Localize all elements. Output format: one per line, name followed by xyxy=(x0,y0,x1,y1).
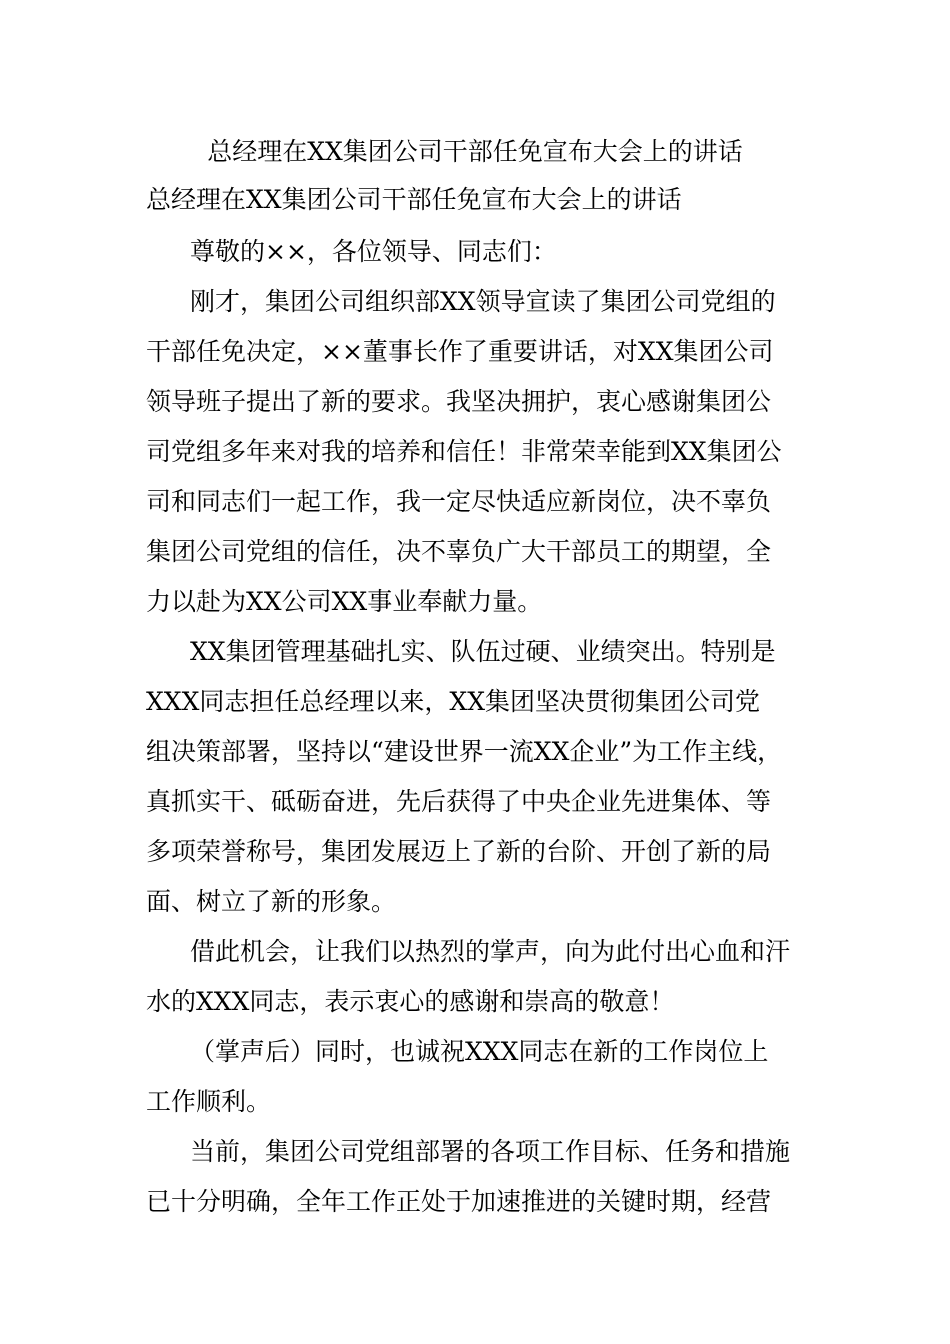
document-title-repeated: 总经理在XX集团公司干部任免宣布大会上的讲话 xyxy=(146,185,682,214)
body-paragraph xyxy=(146,277,806,627)
text-line: 刚才，集团公司组织部XX领导宣读了集团公司党组的 xyxy=(190,287,776,316)
text-line: 已十分明确，全年工作正处于加速推进的关键时期，经营 xyxy=(146,1187,772,1216)
body-paragraph xyxy=(146,1127,806,1227)
salutation-paragraph xyxy=(146,227,806,277)
text-line: （掌声后）同时，也诚祝XXX同志在新的工作岗位上 xyxy=(190,1037,769,1066)
document-title: 总经理在XX集团公司干部任免宣布大会上的讲话 xyxy=(207,137,743,166)
text-line: 领导班子提出了新的要求。我坚决拥护，衷心感谢集团公 xyxy=(146,387,772,416)
text-line: 当前，集团公司党组部署的各项工作目标、任务和措施 xyxy=(190,1137,791,1166)
text-line: XX集团管理基础扎实、队伍过硬、业绩突出。特别是 xyxy=(190,637,776,666)
body-paragraph xyxy=(146,1027,806,1127)
text-line: 水的XXX同志，表示衷心的感谢和崇高的敬意！ xyxy=(146,987,675,1016)
text-line: 司党组多年来对我的培养和信任！非常荣幸能到XX集团公 xyxy=(146,437,782,466)
body-paragraph xyxy=(146,627,806,927)
text-line: 司和同志们一起工作，我一定尽快适应新岗位，决不辜负 xyxy=(146,487,772,516)
text-line: 真抓实干、砥砺奋进，先后获得了中央企业先进集体、等 xyxy=(146,787,772,816)
text-line: 工作顺利。 xyxy=(146,1087,272,1116)
text-line: 尊敬的××，各位领导、同志们： xyxy=(190,237,557,266)
text-line: 借此机会，让我们以热烈的掌声，向为此付出心血和汗 xyxy=(190,937,791,966)
text-line: XXX同志担任总经理以来，XX集团坚决贯彻集团公司党 xyxy=(146,687,760,716)
text-line: 力以赴为XX公司XX事业奉献力量。 xyxy=(146,587,543,616)
text-line: 面、树立了新的形象。 xyxy=(146,887,397,916)
body-paragraph xyxy=(146,927,806,1027)
text-line: 组决策部署，坚持以“建设世界一流XX企业”为工作主线， xyxy=(146,737,783,766)
text-line: 多项荣誉称号，集团发展迈上了新的台阶、开创了新的局 xyxy=(146,837,772,866)
text-line: 干部任免决定，××董事长作了重要讲话，对XX集团公司 xyxy=(146,337,774,366)
document-body xyxy=(146,227,806,1227)
text-line: 集团公司党组的信任，决不辜负广大干部员工的期望，全 xyxy=(146,537,772,566)
